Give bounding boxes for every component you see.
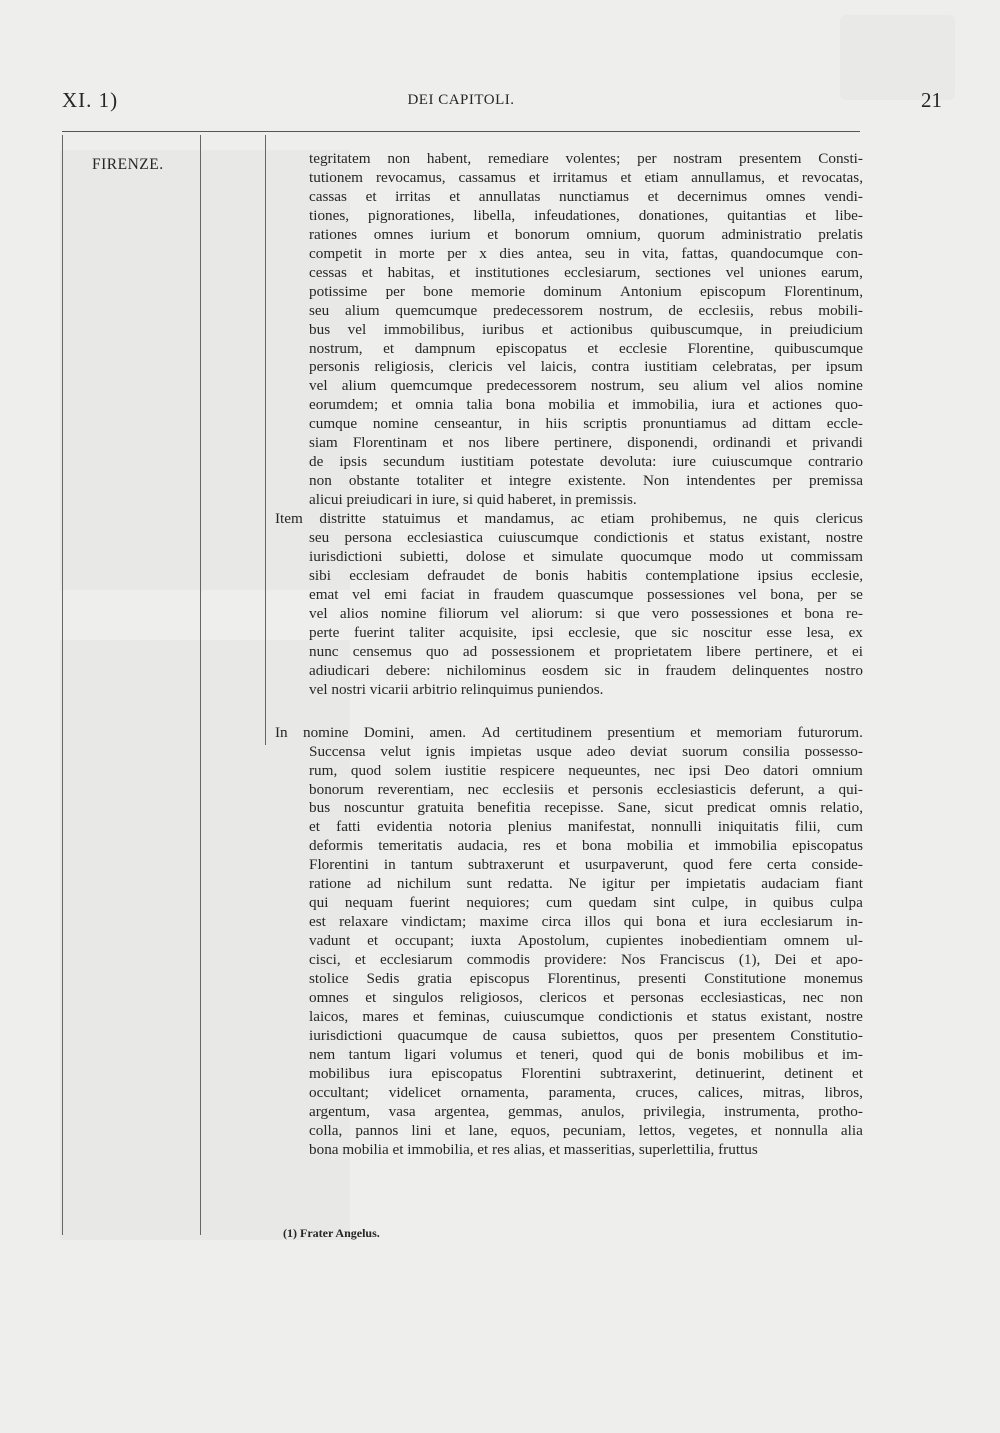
text-line: Item distritte statuimus et mandamus, ac etiam prohibemus, ne quis clericus xyxy=(275,510,863,528)
text-line: non obstante totaliter et integre existente. Non intendentes per premissa xyxy=(309,472,863,490)
text-line: personis religiosis, clericis vel laicis, contra iustitiam celebratas, per ipsum xyxy=(309,358,863,376)
header-rule xyxy=(62,131,860,132)
text-line: vel alium quemcumque predecessorem nostrum, seu alium vel alios nomine xyxy=(309,377,863,395)
text-line: sibi ecclesiam defraudet de bonis habitis contemplatione ipsius ecclesie, xyxy=(309,566,863,584)
text-line: alicui preiudicari in iure, si quid haberet, in premissis. xyxy=(309,491,637,509)
paragraph xyxy=(273,150,863,510)
text-line: emat vel emi faciat in fraudem quascumque possessiones vel bona, per se xyxy=(309,585,863,603)
text-line: seu persona ecclesiastica cuiuscumque condictionis et status existant, nostre xyxy=(309,529,863,547)
text-line: eorumdem; et omnia talia bona mobilia et immobilia, iura et actiones quo- xyxy=(309,396,863,414)
paragraph xyxy=(273,724,863,1160)
text-line: omnes et singulos religiosos, clericos et personas ecclesiasticas, nec non xyxy=(309,988,863,1006)
text-line: competit in morte per x dies antea, seu in vita, fattas, quandocumque con- xyxy=(309,244,863,262)
text-line: qui nequam fuerint nequiores; cum quedam sint culpe, in quibus culpa xyxy=(309,894,863,912)
text-line: siam Florentinam et nos libere pertinere, disponendi, ordinandi et privandi xyxy=(309,434,863,452)
text-line: laicos, mares et feminas, cuiuscumque condictionis et status existant, nostre xyxy=(309,1007,863,1025)
text-line: cessas et habitas, et institutiones ecclesiarum, sectiones vel uniones earum, xyxy=(309,263,863,281)
paragraph xyxy=(273,510,863,700)
text-line: nunc censemus quo ad possessionem et proprietatem libere pertinere, et ei xyxy=(309,642,863,660)
text-line: stolice Sedis gratia episcopus Florentinus, presenti Constitutione monemus xyxy=(309,970,863,988)
text-line: colla, pannos lini et lane, equos, pecuniam, lettos, vegetes, et nonnulla alia xyxy=(309,1121,863,1139)
text-line: vel nostri vicarii arbitrio relinquimus puniendos. xyxy=(309,680,604,698)
text-line: Florentini in tantum subtraxerunt et usurpaverunt, quod fere certa conside- xyxy=(309,856,863,874)
text-line: argentum, vasa argentea, gemmas, anulos, privilegia, instrumenta, protho- xyxy=(309,1102,863,1120)
text-line: tiones, pignorationes, libella, infeudationes, donationes, quitantias et libe- xyxy=(309,206,863,224)
text-line: vel alios nomine filiorum vel aliorum: si que vero possessiones et bona re- xyxy=(309,604,863,622)
text-line: seu alium quemcumque predecessorem nostrum, de ecclesiis, rebus mobili- xyxy=(309,301,863,319)
text-line: tegritatem non habent, remediare volentes; per nostram presentem Consti- xyxy=(309,150,863,167)
text-line: In nomine Domini, amen. Ad certitudinem presentium et memoriam futurorum. xyxy=(275,723,863,741)
text-line: bona mobilia et immobilia, et res alias, et masseritias, superlettilia, fruttus xyxy=(309,1140,758,1158)
text-line: tutionem revocamus, cassamus et irritamus et etiam annullamus, et revocatas, xyxy=(309,168,863,186)
section-number: XI. 1) xyxy=(62,88,119,112)
text-line: rum, quod solem iustitie respicere nequeuntes, nec ipsi Deo datori omnium xyxy=(309,761,863,779)
text-line: cumque nomine censeantur, in hiis scriptis pronuntiamus ad dittam eccle- xyxy=(309,415,863,433)
text-line: bus vel immobilibus, iuribus et actionibus quibuscumque, in preiudicium xyxy=(309,320,863,338)
page-number: 21 xyxy=(921,88,942,112)
text-line: et fatti evidentia notoria plenius manifestat, nonnulli iniquitatis filii, cum xyxy=(309,818,863,836)
paragraph-gap xyxy=(273,700,863,724)
column-rule xyxy=(62,135,63,1235)
text-line: nem tantum ligari volumus et teneri, quod qui de bonis mobilibus et im- xyxy=(309,1045,863,1063)
text-line: vadunt et occupant; iuxta Apostolum, cupientes inobedientiam omnem ul- xyxy=(309,932,863,950)
column-rule xyxy=(265,135,266,745)
text-line: cassas et irritas et annullatas nunctiamus et decernimus omnes vendi- xyxy=(309,187,863,205)
text-line: deformis temeritatis audacia, res et bona mobilia et immobilia episcopatus xyxy=(309,837,863,855)
column-rule xyxy=(200,135,201,1235)
body-text xyxy=(273,150,863,1160)
text-line: mobilibus iura episcopatus Florentini subtraxerint, detinuerint, detinent et xyxy=(309,1064,863,1082)
running-title: DEI CAPITOLI. xyxy=(407,92,515,108)
text-line: rationes omnes iurium et bonorum omnium, quorum administratio prelatis xyxy=(309,225,863,243)
text-line: nostrum, et dampnum episcopatus et ecclesie Florentine, quibuscumque xyxy=(309,339,863,357)
text-line: est relaxare vindictam; maxime circa illos qui bona et iura ecclesiarum in- xyxy=(309,913,863,931)
text-line: bonorum reverentiam, nec ecclesiis et personis ecclesiasticis deferunt, a qui- xyxy=(309,780,863,798)
text-line: cisci, et ecclesiarum commodis providere: Nos Franciscus (1), Dei et apo- xyxy=(309,951,863,969)
text-line: iurisdictioni subietti, dolose et simulate quocumque modo ut commissam xyxy=(309,548,863,566)
margin-label: FIRENZE. xyxy=(92,156,164,173)
text-line: occultant; videlicet ornamenta, paramenta, cruces, calices, mitras, libros, xyxy=(309,1083,863,1101)
text-line: iurisdictioni quacumque de causa subiettos, quos per presentem Constitutio- xyxy=(309,1026,863,1044)
text-line: adiudicari debere: nichilominus eosdem sic in fraudem delinquentes nostro xyxy=(309,661,863,679)
footnote: (1) Frater Angelus. xyxy=(283,1226,380,1240)
text-line: bus noscuntur gratuita benefitia recepisse. Sane, sicut predicat omnis relatio, xyxy=(309,799,863,817)
text-line: potissime per bone memorie dominum Antonium episcopum Florentinum, xyxy=(309,282,863,300)
text-line: perte fuerint taliter acquisite, ipsi ecclesie, que sic noscitur esse lesa, ex xyxy=(309,623,863,641)
text-line: Succensa velut ignis impietas usque adeo deviat suorum consilia possesso- xyxy=(309,742,863,760)
running-header xyxy=(62,88,942,116)
text-line: ratione ad nichilum sunt redatta. Ne igitur per impietatis audaciam fiant xyxy=(309,875,863,893)
text-line: de ipsis secundum iustitiam potestate devoluta: iure cuiuscumque contrario xyxy=(309,453,863,471)
